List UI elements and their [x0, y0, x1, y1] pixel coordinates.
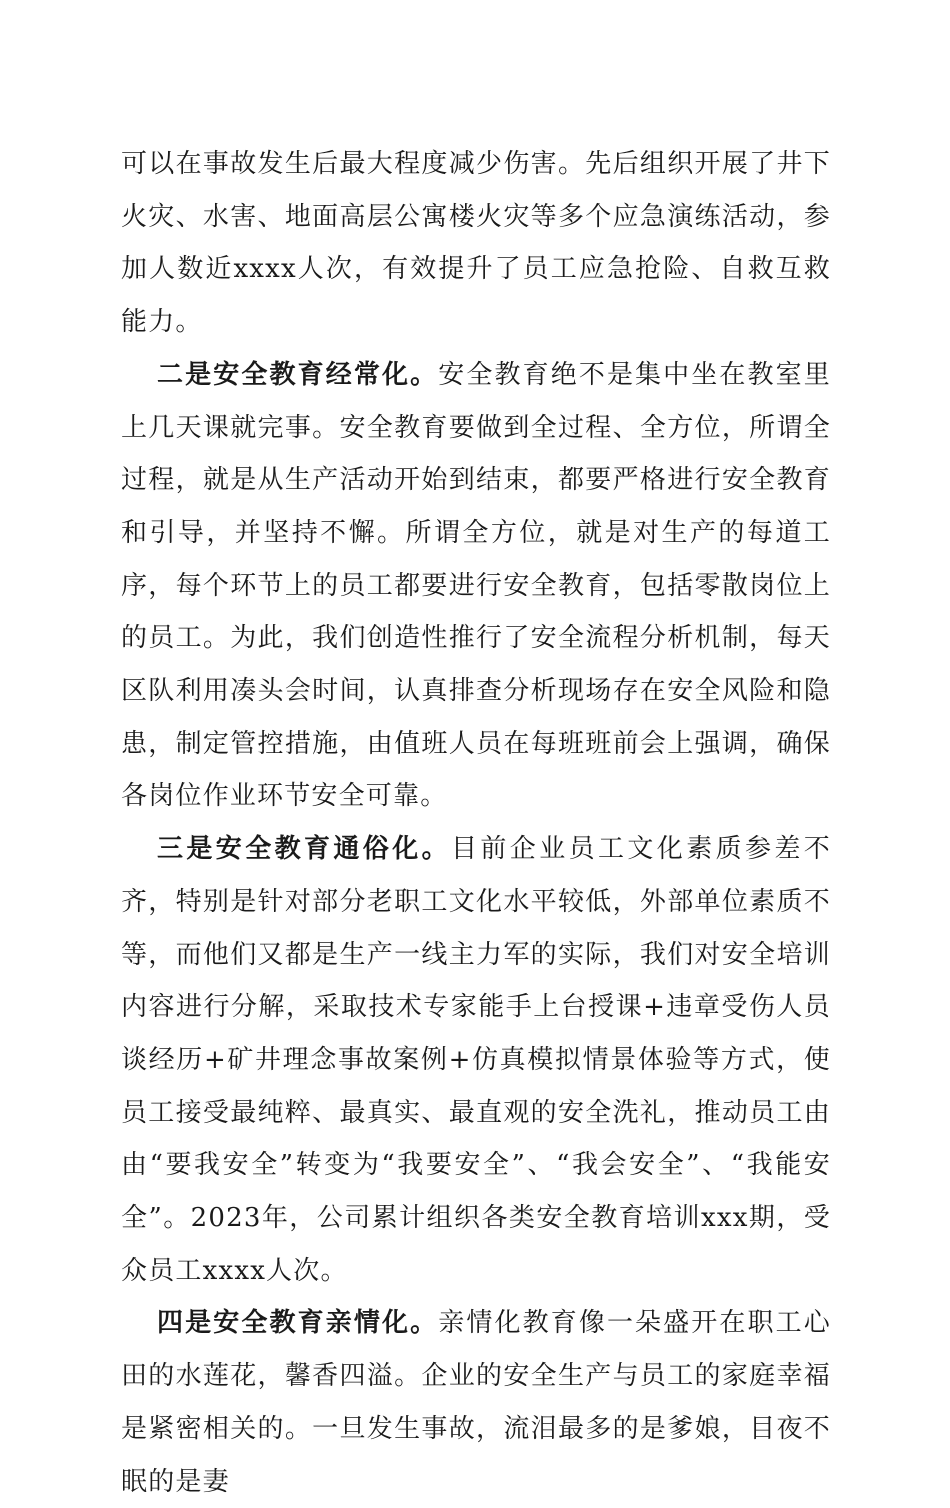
paragraph-lead: 四是安全教育亲情化。: [157, 1308, 439, 1339]
paragraph-body: 安全教育绝不是集中坐在教室里上几天课就完事。安全教育要做到全过程、全方位，所谓全过程，就是从生产活动开始到结束，都要严格进行安全教育和引导，并坚持不懈。所谓全方位，就是对生产的每道工序，每个环节上的员工都要进行安全教育，包括零散岗位上的员工。为此，我们创造性推行了安全流程分析机制，每天区队利用凑头会时间，认真排查分析现场存在安全风险和隐患，制定管控措施，由值班人员在每班班前会上强调，确保各岗位作业环节安全可靠。: [121, 359, 831, 812]
paragraph-family-education: [121, 1297, 831, 1508]
paragraph-lead: 三是安全教育通俗化。: [157, 834, 451, 865]
paragraph-routine-education: [121, 349, 831, 823]
document-body: [121, 138, 831, 1508]
paragraph-continuation: [121, 138, 831, 349]
paragraph-popular-education: [121, 823, 831, 1297]
paragraph-body: 目前企业员工文化素质参差不齐，特别是针对部分老职工文化水平较低，外部单位素质不等，而他们又都是生产一线主力军的实际，我们对安全培训内容进行分解，采取技术专家能手上台授课+违章受伤人员谈经历+矿井理念事故案例+仿真模拟情景体验等方式，使员工接受最纯粹、最真实、最直观的安全洗礼，推动员工由由“要我安全”转变为“我要安全”、“我会安全”、“我能安全”。2023年，公司累计组织各类安全教育培训xxx期，受众员工xxxx人次。: [121, 834, 831, 1286]
paragraph-body: 亲情化教育像一朵盛开在职工心田的水莲花，馨香四溢。企业的安全生产与员工的家庭幸福是紧密相关的。一旦发生事故，流泪最多的是爹娘，目夜不眠的是妻: [121, 1308, 831, 1497]
paragraph-body: 可以在事故发生后最大程度减少伤害。先后组织开展了井下火灾、水害、地面高层公寓楼火灾等多个应急演练活动，参加人数近xxxx人次，有效提升了员工应急抢险、自救互救能力。: [121, 149, 831, 338]
paragraph-lead: 二是安全教育经常化。: [157, 359, 439, 390]
